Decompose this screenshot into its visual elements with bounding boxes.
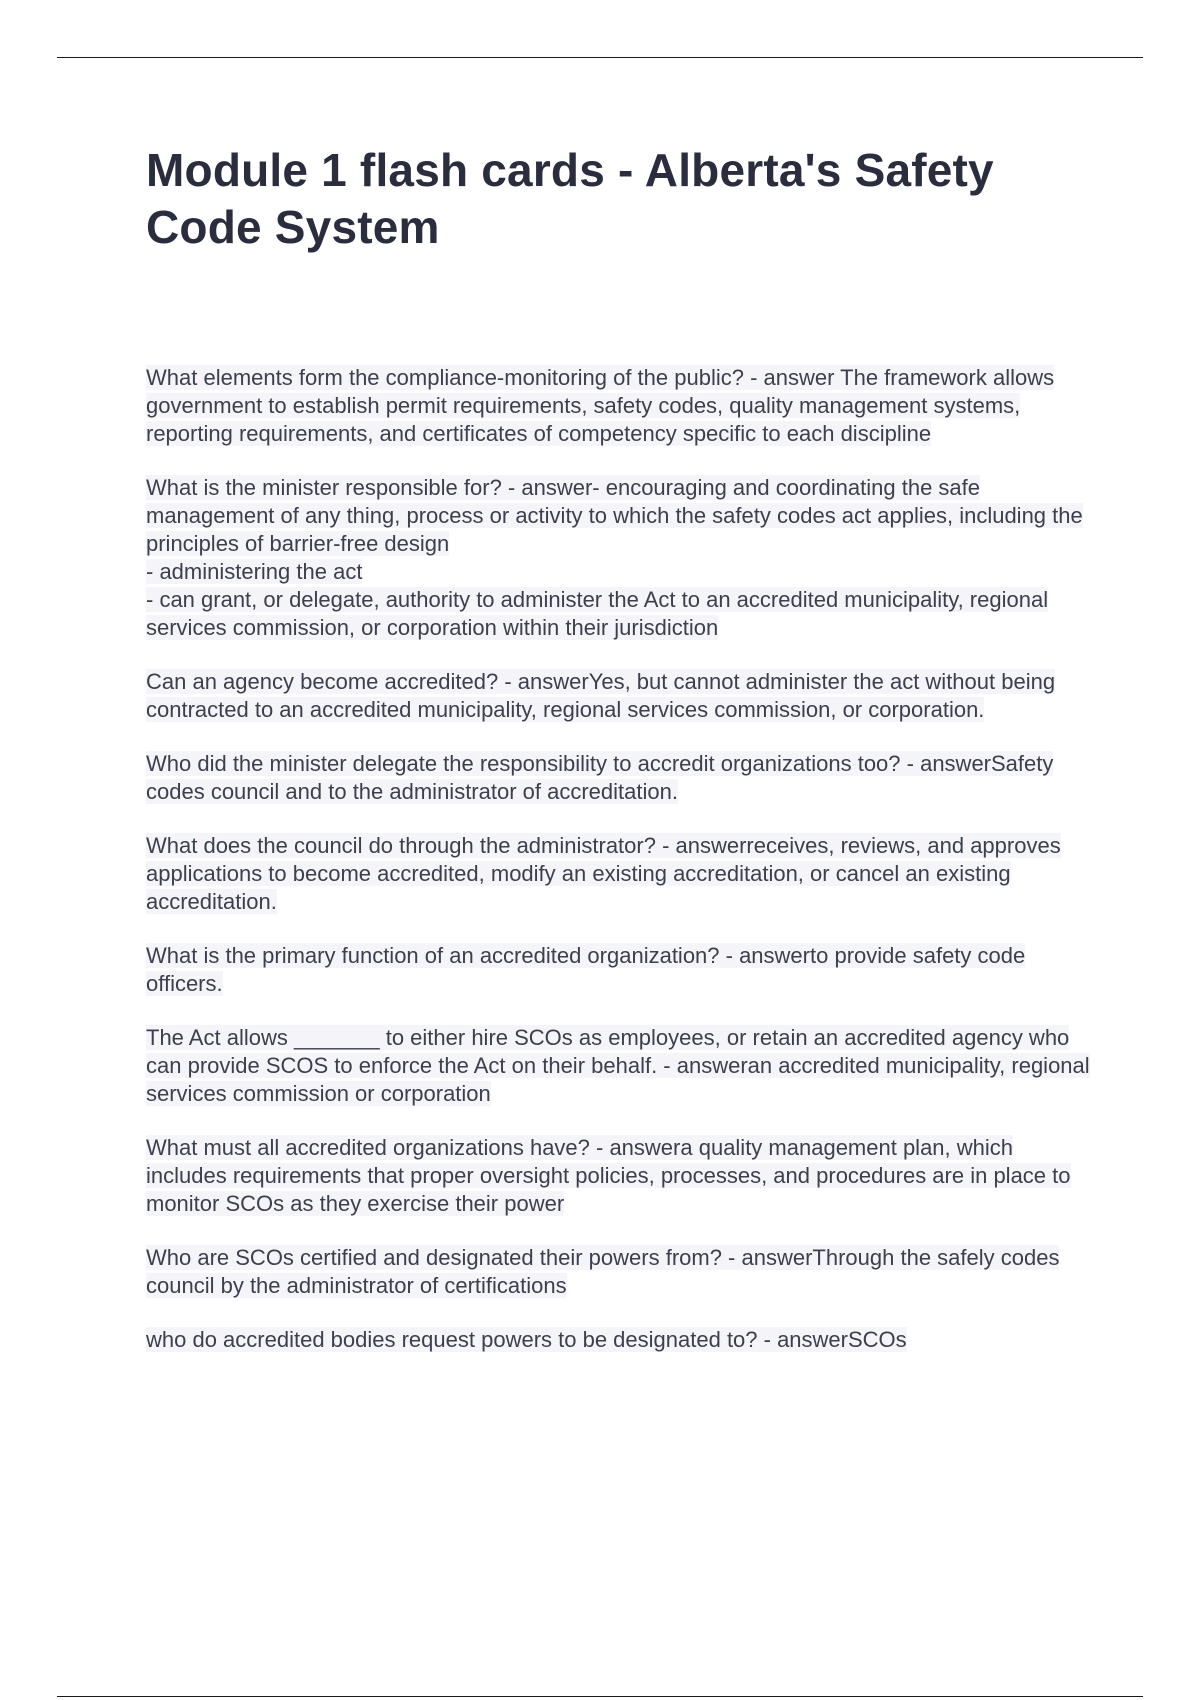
flash-card-text: What is the primary function of an accredited organization? - answerto provide safety code officers. xyxy=(146,943,1026,996)
flash-card-text: Who are SCOs certified and designated their powers from? - answerThrough the safely codes council by the administrator of certifications xyxy=(146,1245,1060,1298)
flash-card-text: What is the minister responsible for? - answer- encouraging and coordinating the safe management of any thing, process or activity to which the safety codes act applies, including the principles of barrier-free design - administering the act - can grant, or delegate, authority to administer the Act to an accredited municipality, regional services commission, or corporation within their jurisdiction xyxy=(146,475,1083,640)
flash-card-list xyxy=(146,364,1096,1354)
flash-card xyxy=(146,668,1096,724)
bottom-divider xyxy=(57,1696,1143,1697)
flash-card-text: Who did the minister delegate the responsibility to accredit organizations too? - answerSafety codes council and to the administrator of accreditation. xyxy=(146,751,1054,804)
flash-card xyxy=(146,1134,1096,1218)
flash-card-text: Can an agency become accredited? - answerYes, but cannot administer the act without being contracted to an accredited municipality, regional services commission, or corporation. xyxy=(146,669,1056,722)
top-divider xyxy=(57,57,1143,58)
flash-card xyxy=(146,942,1096,998)
document-title: Module 1 flash cards - Alberta's Safety Code System xyxy=(146,144,994,253)
flash-card-text: What must all accredited organizations have? - answera quality management plan, which includes requirements that proper oversight policies, processes, and procedures are in place to monitor SCOs as they exercise their power xyxy=(146,1135,1071,1216)
flash-card-text: who do accredited bodies request powers to be designated to? - answerSCOs xyxy=(146,1327,907,1352)
flash-card xyxy=(146,1024,1096,1108)
flash-card xyxy=(146,750,1096,806)
flash-card-text: What does the council do through the administrator? - answerreceives, reviews, and approves applications to become accredited, modify an existing accreditation, or cancel an existing accreditation. xyxy=(146,833,1061,914)
flash-card xyxy=(146,364,1096,448)
flash-card xyxy=(146,832,1096,916)
flash-card-text: The Act allows _______ to either hire SCOs as employees, or retain an accredited agency who can provide SCOS to enforce the Act on their behalf. - answeran accredited municipality, regional services commission or corporation xyxy=(146,1025,1090,1106)
flash-card xyxy=(146,474,1096,642)
flash-card xyxy=(146,1244,1096,1300)
flash-card xyxy=(146,1326,1096,1354)
flash-card-text: What elements form the compliance-monitoring of the public? - answer The framework allows government to establish permit requirements, safety codes, quality management systems, reporting requirements, and certificates of competency specific to each discipline xyxy=(146,365,1055,446)
document-body xyxy=(146,142,1096,1380)
